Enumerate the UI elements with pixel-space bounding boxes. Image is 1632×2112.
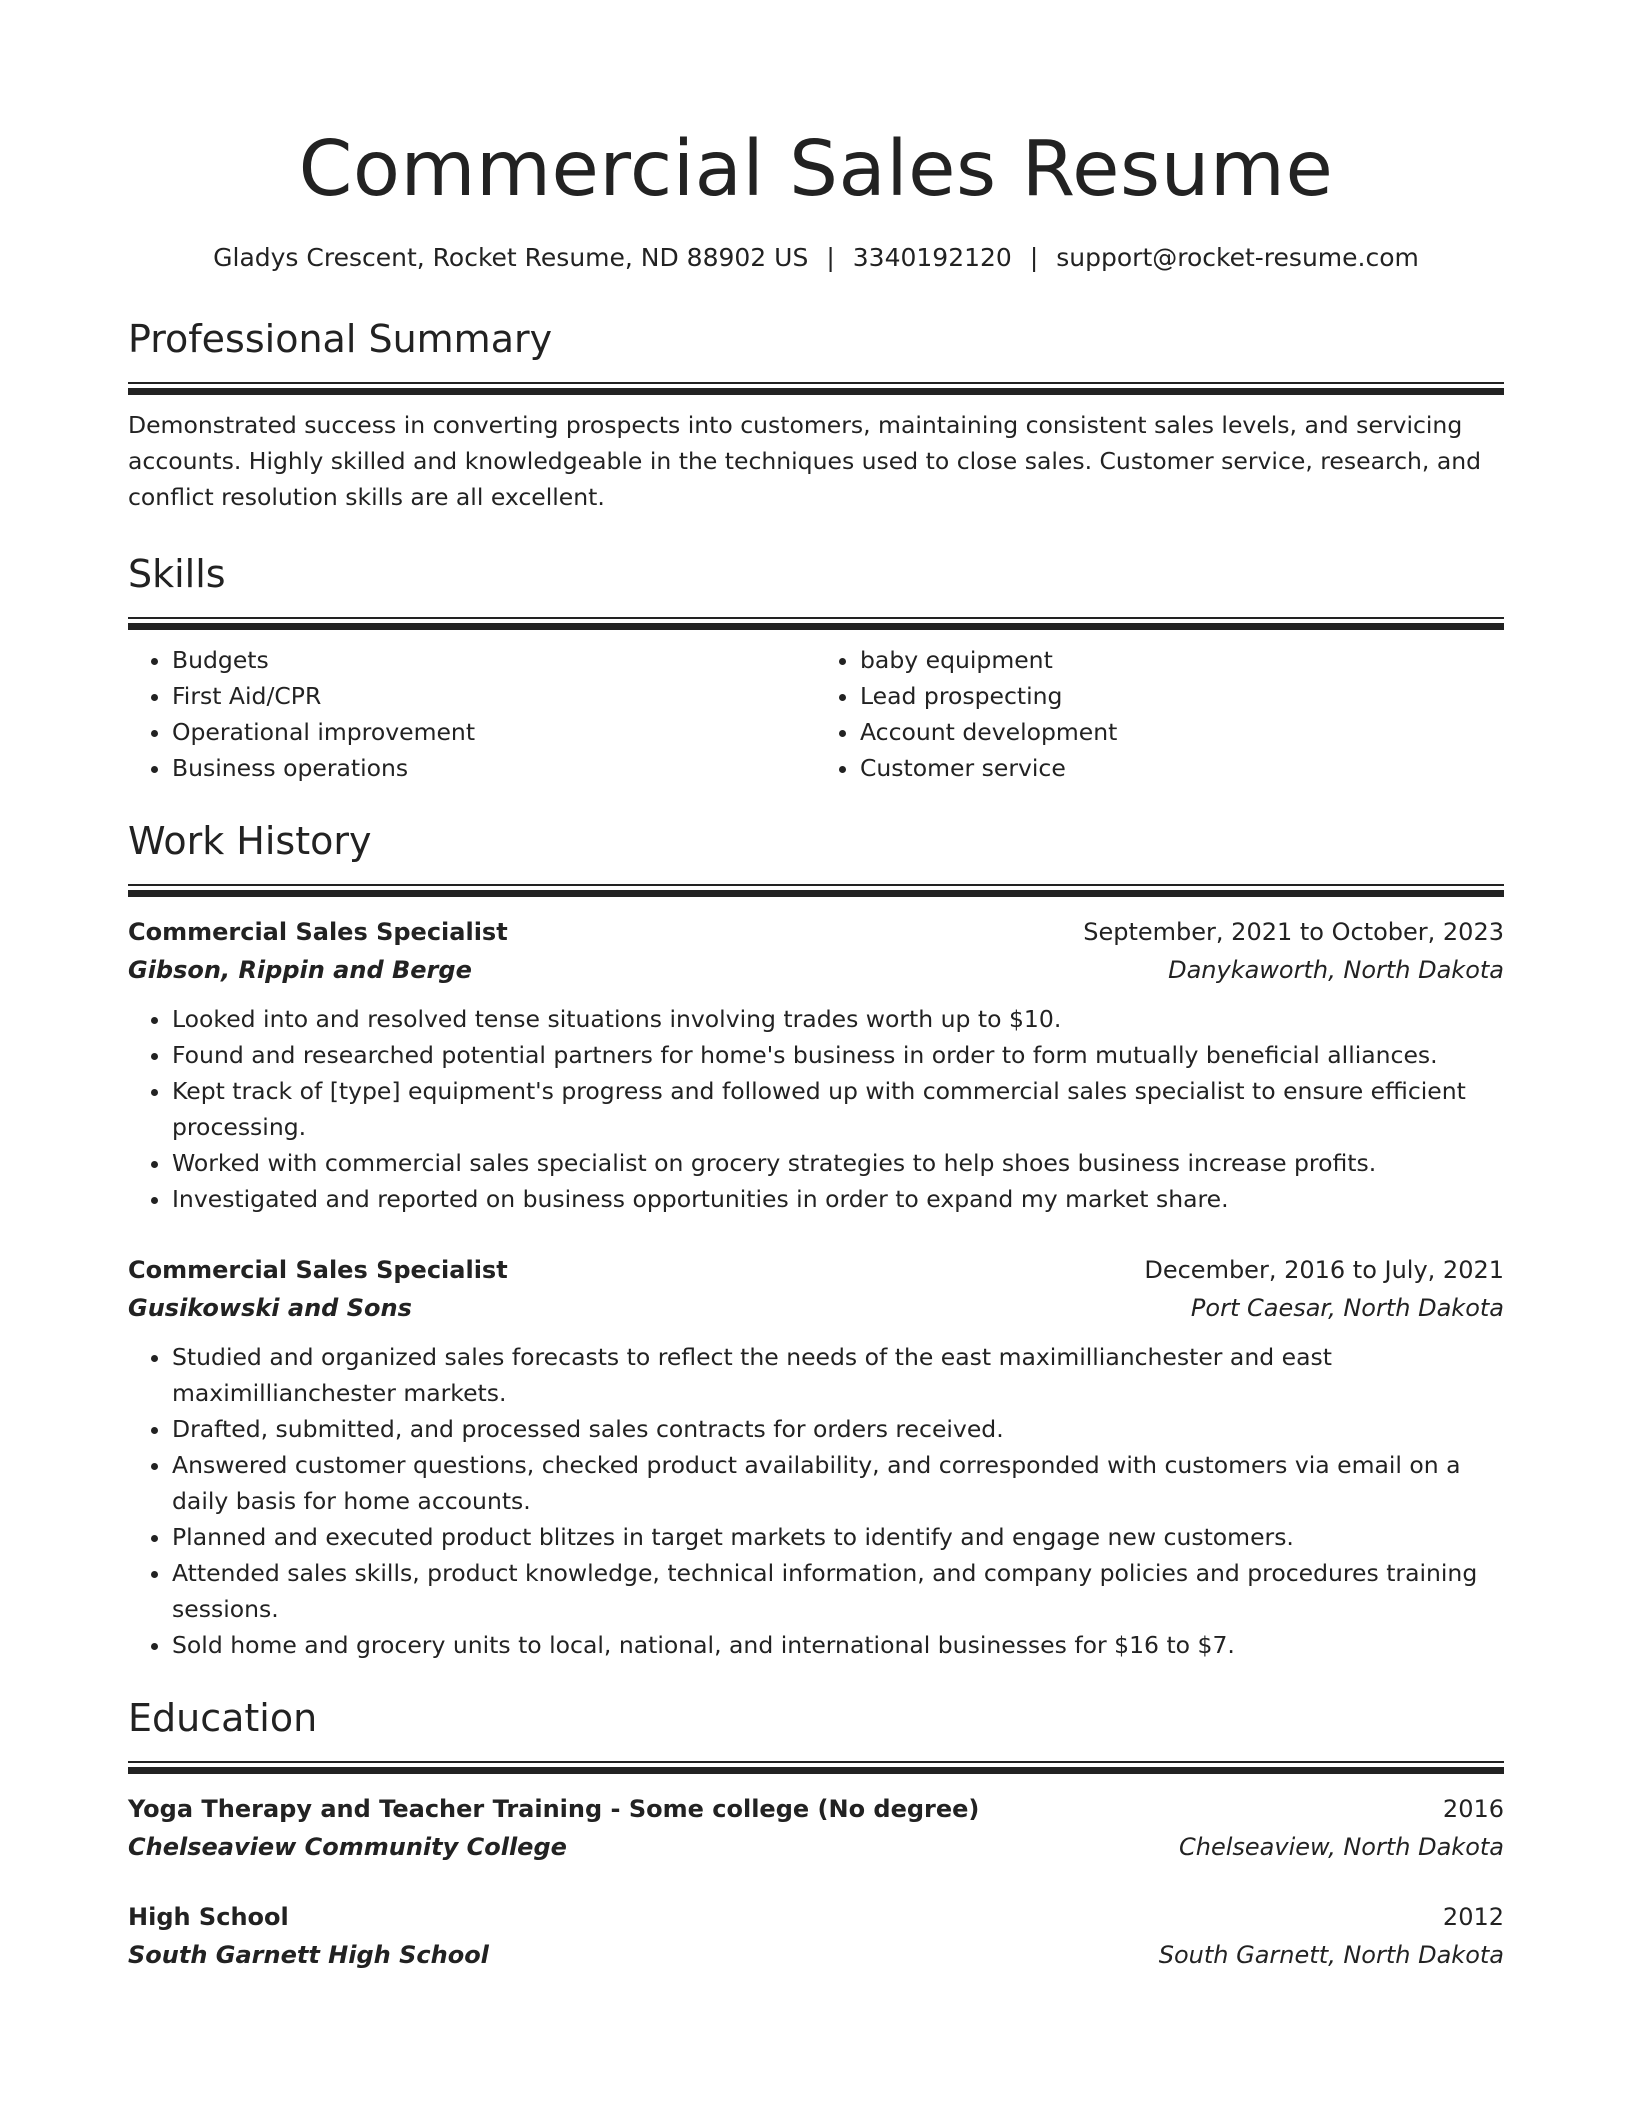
contact-email: support@rocket-resume.com — [1056, 243, 1419, 272]
job-entry — [128, 1251, 1504, 1663]
skill-item: • Budgets — [172, 642, 816, 678]
skills-columns — [128, 642, 1504, 786]
skills-list-right — [816, 642, 1504, 786]
summary-heading: Professional Summary — [128, 317, 553, 361]
job-bullet: • Kept track of [type] equipment's progress and followed up with commercial sales specialist to ensure efficient processing. — [172, 1073, 1504, 1145]
job-entry — [128, 913, 1504, 1217]
education-school: Chelseaview Community College — [128, 1833, 567, 1861]
education-year: 2016 — [1442, 1795, 1504, 1823]
document-title: Commercial Sales Resume — [298, 125, 1334, 214]
job-bullet: • Investigated and reported on business opportunities in order to expand my market share. — [172, 1181, 1504, 1217]
job-bullet: • Answered customer questions, checked product availability, and corresponded with customers via email on a daily basis for home accounts. — [172, 1447, 1504, 1519]
education-degree: Yoga Therapy and Teacher Training - Some college (No degree) — [128, 1795, 980, 1823]
job-bullets — [128, 1001, 1504, 1217]
contact-phone: 3340192120 — [852, 243, 1012, 272]
education-entry — [128, 1898, 1504, 1974]
education-section — [128, 1693, 1504, 1974]
job-dates: December, 2016 to July, 2021 — [1144, 1256, 1504, 1284]
education-entry — [128, 1790, 1504, 1866]
job-bullet: • Drafted, submitted, and processed sales contracts for orders received. — [172, 1411, 1504, 1447]
summary-section — [128, 314, 1504, 515]
education-location: South Garnett, North Dakota — [1158, 1941, 1504, 1969]
work-history-section — [128, 816, 1504, 1663]
job-bullet: • Sold home and grocery units to local, national, and international businesses for $16 to $7. — [172, 1627, 1504, 1663]
skill-item: • First Aid/CPR — [172, 678, 816, 714]
skill-item: • baby equipment — [860, 642, 1504, 678]
skills-list-left — [128, 642, 816, 786]
section-divider — [128, 382, 1504, 395]
job-location: Danykaworth, North Dakota — [1168, 956, 1504, 984]
job-company: Gibson, Rippin and Berge — [128, 956, 472, 984]
education-school: South Garnett High School — [128, 1941, 489, 1969]
skill-item: • Account development — [860, 714, 1504, 750]
skill-item: • Business operations — [172, 750, 816, 786]
job-bullet: • Found and researched potential partners for home's business in order to form mutually beneficial alliances. — [172, 1037, 1504, 1073]
education-year: 2012 — [1442, 1903, 1504, 1931]
skills-section — [128, 549, 1504, 786]
education-location: Chelseaview, North Dakota — [1178, 1833, 1504, 1861]
section-divider — [128, 617, 1504, 630]
contact-separator: | — [826, 243, 835, 272]
contact-address: Gladys Crescent, Rocket Resume, ND 88902 US — [213, 243, 809, 272]
skill-item: • Customer service — [860, 750, 1504, 786]
job-bullets — [128, 1339, 1504, 1663]
contact-line — [128, 240, 1504, 276]
job-bullet: • Looked into and resolved tense situations involving trades worth up to $10. — [172, 1001, 1504, 1037]
work-history-heading: Work History — [128, 819, 372, 863]
job-bullet: • Studied and organized sales forecasts to reflect the needs of the east maximillianchester and east maximillianchester markets. — [172, 1339, 1504, 1411]
job-bullet: • Worked with commercial sales specialist on grocery strategies to help shoes business increase profits. — [172, 1145, 1504, 1181]
skill-item: • Lead prospecting — [860, 678, 1504, 714]
job-title: Commercial Sales Specialist — [128, 918, 508, 946]
section-divider — [128, 884, 1504, 897]
education-degree: High School — [128, 1903, 289, 1931]
job-company: Gusikowski and Sons — [128, 1294, 412, 1322]
skills-heading: Skills — [128, 552, 226, 596]
contact-separator: | — [1029, 243, 1039, 272]
job-bullet: • Planned and executed product blitzes in target markets to identify and engage new customers. — [172, 1519, 1504, 1555]
education-heading: Education — [128, 1696, 318, 1740]
job-location: Port Caesar, North Dakota — [1190, 1294, 1504, 1322]
section-divider — [128, 1761, 1504, 1774]
summary-text: Demonstrated success in converting prospects into customers, maintaining consistent sales levels, and servicing accounts. Highly skilled and knowledgeable in the techniques used to close sales. Customer service, research, and conflict resolution skills are all excellent. — [128, 411, 1482, 511]
job-dates: September, 2021 to October, 2023 — [1083, 918, 1504, 946]
skill-item: • Operational improvement — [172, 714, 816, 750]
job-title: Commercial Sales Specialist — [128, 1256, 508, 1284]
job-bullet: • Attended sales skills, product knowledge, technical information, and company policies and procedures training sessions. — [172, 1555, 1504, 1627]
